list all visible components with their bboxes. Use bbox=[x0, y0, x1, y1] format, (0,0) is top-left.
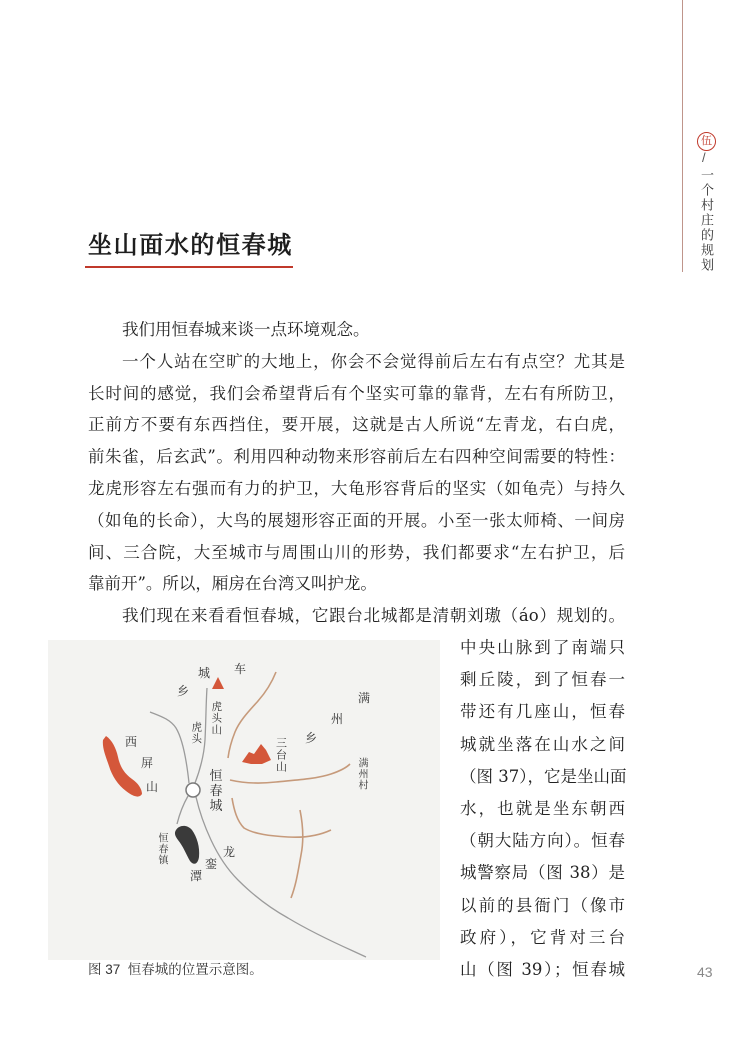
body-text bbox=[88, 314, 625, 632]
road-south bbox=[196, 797, 366, 957]
text-line: 水，也就是坐东朝西 bbox=[460, 798, 625, 818]
stream-south bbox=[291, 810, 303, 898]
text-line: 间、三合院，大至城市与周围山川的形势，我们都要求“左右护卫，后 bbox=[88, 542, 625, 562]
map-label-manzhou-3: 乡 bbox=[304, 731, 318, 745]
map-label-manzhou-1: 满 bbox=[357, 691, 371, 705]
map-label-hengchun-city: 恒春城 bbox=[207, 768, 223, 814]
running-chapter-title: 一个村庄的规划 bbox=[699, 168, 714, 273]
text-line: 以前的县衙门（像市 bbox=[460, 895, 625, 915]
map-label-longluan-1: 龙 bbox=[222, 845, 236, 859]
title-underline bbox=[85, 266, 293, 268]
river-southeast bbox=[232, 798, 331, 837]
text-line: 城警察局（图 38）是 bbox=[460, 863, 625, 883]
text-line: 山（图 39）；恒春城 bbox=[460, 959, 625, 979]
text-line: 靠前开”。所以，厢房在台湾又叫护龙。 bbox=[88, 574, 377, 594]
map-label-xiping-3: 山 bbox=[145, 780, 159, 794]
text-line: 我们用恒春城来谈一点环境观念。 bbox=[122, 320, 370, 339]
text-line: 长时间的感觉，我们会希望背后有个坚实可靠的靠背，左右有所防卫， bbox=[88, 383, 625, 403]
section-title: 坐山面水的恒春城 bbox=[88, 230, 293, 259]
text-line: 剩丘陵，到了恒春一 bbox=[460, 670, 625, 690]
road-to-town bbox=[177, 796, 188, 824]
text-line: 前朱雀，后玄武”。利用四种动物来形容前后左右四种空间需要的特性： bbox=[88, 447, 625, 467]
text-line: （如龟的长命），大鸟的展翅形容正面的开展。小至一张太师椅、一间房 bbox=[88, 510, 625, 530]
longluan-lake bbox=[175, 826, 199, 864]
map-label-hengchun-town: 恒春镇 bbox=[156, 832, 167, 866]
map-label-santai-mountain: 三台山 bbox=[274, 737, 287, 773]
map-label-hutou-mountain: 虎头山 bbox=[210, 700, 223, 736]
hutou-mountain-peak bbox=[212, 677, 224, 689]
figure-37-map bbox=[48, 640, 440, 960]
map-label-manzhou-village: 满州村 bbox=[356, 757, 367, 791]
chapter-number-badge: 伍 bbox=[697, 132, 716, 151]
margin-divider-line bbox=[682, 0, 683, 272]
map-label-checheng-1: 车 bbox=[233, 662, 247, 676]
map-label-xiping-1: 西 bbox=[124, 735, 138, 749]
text-line: （朝大陆方向）。恒春 bbox=[460, 831, 625, 851]
text-line: 城就坐落在山水之间 bbox=[460, 734, 625, 754]
map-label-checheng-3: 乡 bbox=[176, 684, 190, 698]
page-number: 43 bbox=[697, 964, 713, 980]
map-label-checheng-2: 城 bbox=[197, 666, 211, 680]
text-line: 正前方不要有东西挡住，要开展，这就是古人所说“左青龙，右白虎， bbox=[88, 415, 625, 435]
text-line: 我们现在来看看恒春城，它跟台北城都是清朝刘璈（áo）规划的。 bbox=[122, 606, 625, 626]
road-northwest bbox=[150, 712, 189, 783]
hengchun-city-marker bbox=[186, 783, 200, 797]
map-label-manzhou-2: 州 bbox=[330, 712, 344, 726]
river-north bbox=[228, 672, 276, 758]
river-east bbox=[230, 764, 350, 783]
text-line: 中央山脉到了南端只 bbox=[460, 638, 625, 657]
map-label-hutou: 虎头 bbox=[190, 721, 203, 745]
text-line: 带还有几座山，恒春 bbox=[460, 702, 625, 722]
map-label-longluan-3: 潭 bbox=[189, 869, 203, 883]
map-drawing bbox=[48, 640, 440, 960]
figure-caption: 图 37 恒春城的位置示意图。 bbox=[88, 962, 263, 977]
santai-mountain bbox=[242, 744, 271, 764]
text-line: 一个人站在空旷的大地上，你会不会觉得前后左右有点空？尤其是 bbox=[122, 351, 625, 371]
chapter-separator: / bbox=[702, 150, 706, 165]
text-line: 龙虎形容左右强而有力的护卫，大龟形容背后的坚实（如龟壳）与持久 bbox=[88, 478, 625, 498]
text-line: 政府），它背对三台 bbox=[460, 927, 625, 947]
map-label-longluan-2: 銮 bbox=[204, 857, 218, 871]
text-line: （图 37），它是坐山面 bbox=[460, 766, 627, 786]
map-label-xiping-2: 屏 bbox=[140, 756, 154, 770]
wrapped-text-column bbox=[460, 632, 625, 986]
